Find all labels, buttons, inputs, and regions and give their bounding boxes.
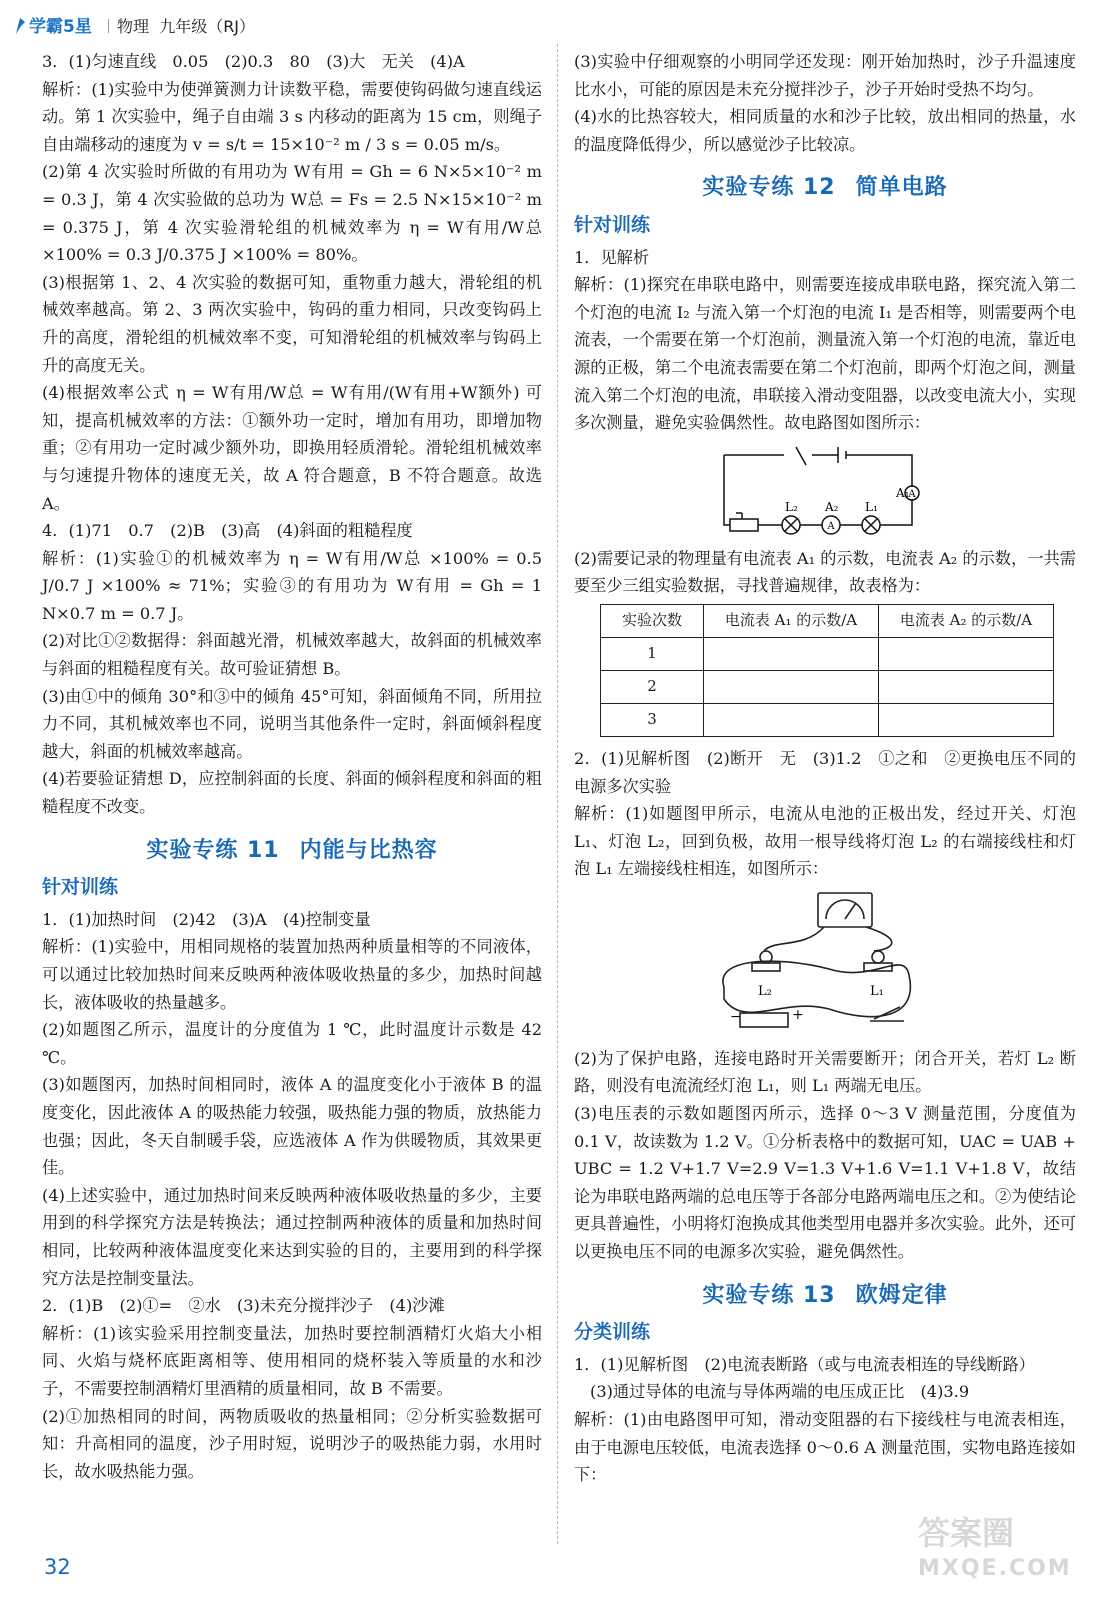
- table-cell: [704, 703, 879, 736]
- section-11-name: 内能与比热容: [299, 837, 438, 863]
- table-cell-trial: 1: [601, 637, 704, 670]
- table-cell: [704, 670, 879, 703]
- s12-q2-analysis-3: (3)电压表的示数如题图丙所示，选择 0～3 V 测量范围，分度值为 0.1 V，故读数为 1.2 V。①分析表格中的数据可知，UAC = UAB + UBC = 1.2 V+1.7 V=2.9 V=1.3 V+1.6 V=1.1 V+1.8 V，故结论为串联电路两端的总电压等于各部分电路两端电压之和。②为使结论更具普遍性，小明将灯泡换成其他类型用电器并多次实验。此外，还可以更换电压不同的电源多次实验，避免偶然性。: [574, 1104, 1076, 1262]
- section-12-subtitle: 针对训练: [574, 213, 651, 236]
- s12-q1-analysis-2: (2)需要记录的物理量有电流表 A₁ 的示数，电流表 A₂ 的示数，一共需要至少三组实验数据，寻找普遍规律，故表格为：: [574, 548, 1076, 596]
- s13-q1-answer-2: (3)通过导体的电流与导体两端的电压成正比 (4)3.9: [590, 1382, 970, 1402]
- s13-q1-answer-1: 1．(1)见解析图 (2)电流表断路（或与电流表相连的导线断路）: [574, 1354, 1035, 1374]
- brand-name: 学霸5星: [29, 17, 92, 37]
- right-column: [574, 48, 1076, 1489]
- circuit-photo: [574, 889, 1076, 1039]
- ammeter-a1-label: A₁: [896, 485, 910, 500]
- s11-q2-analysis-2: (2)①加热相同的时间，两物质吸收的热量相同；②分析实验数据可知：升高相同的温度，沙子用时短，说明沙子的吸热能力弱，水用时长，故水吸热能力强。: [42, 1406, 542, 1481]
- circuit-diagram-svg: [574, 443, 1076, 539]
- ammeter-main-symbol: A: [908, 488, 916, 500]
- record-table: [600, 604, 1054, 737]
- table-header-a1: 电流表 A₁ 的示数/A: [704, 604, 879, 637]
- column-divider: [557, 44, 558, 1544]
- s11-q2-analysis-4: (4)水的比热容较大，相同质量的水和沙子比较，放出相同的热量，水的温度降低得少，所以感觉沙子比较凉。: [574, 107, 1076, 154]
- s12-q1-analysis-1: 解析：(1)探究在串联电路中，则需要连接成串联电路，探究流入第二个灯泡的电流 I₂ 与流入第一个灯泡的电流 I₁ 是否相等，则需要两个电流表，一个需要在第一个灯泡前，测量流入第一个灯泡的电流，靠近电源的正极，第二个电流表需要在第二个灯泡前，即两个灯泡之间，测量流入第二个灯泡的电流，串联接入滑动变阻器，以改变电流大小，实现多次测量，避免实验偶然性。故电路图如图所示：: [574, 275, 1076, 433]
- table-cell: [879, 637, 1054, 670]
- brand-logo: [14, 12, 92, 37]
- table-cell-trial: 2: [601, 670, 704, 703]
- q4-analysis-3: (3)由①中的倾角 30°和③中的倾角 45°可知，斜面倾角不同，所用拉力不同，其机械效率也不同，说明当其他条件一定时，斜面倾斜程度越大，斜面的机械效率越高。: [42, 686, 542, 761]
- section-11-label: 实验专练 11: [146, 837, 280, 863]
- subject-label: 物理: [117, 17, 150, 36]
- q4-analysis-1: 解析：(1)实验①的机械效率为 η = W有用/W总 ×100% = 0.5 J/0.7 J ×100% ≈ 71%；实验③的有用功为 W有用 = Gh = 1 N×0.7 m = 0.7 J。: [42, 548, 542, 623]
- section-12-name: 简单电路: [855, 175, 948, 201]
- brand-flag-icon: [14, 17, 26, 35]
- section-12-label: 实验专练 12: [702, 175, 836, 201]
- s12-q2-analysis-1: 解析：(1)如题图甲所示，电流从电池的正极出发，经过开关、灯泡 L₁、灯泡 L₂，回到负极，故用一根导线将灯泡 L₂ 的右端接线柱和灯泡 L₁ 左端接线柱相连，如图所示：: [574, 804, 1076, 879]
- ammeter-a2-symbol: A: [827, 520, 835, 532]
- q4-answer: 4．(1)71 0.7 (2)B (3)高 (4)斜面的粗糙程度: [42, 521, 413, 541]
- s12-q2-answer: 2．(1)见解析图 (2)断开 无 (3)1.2 ①之和 ②更换电压不同的电源多次实验: [574, 748, 1076, 796]
- battery-icon: [740, 1013, 788, 1027]
- s11-q2-answer: 2．(1)B (2)①= ②水 (3)未充分搅拌沙子 (4)沙滩: [42, 1296, 445, 1316]
- photo-l2-label: L₂: [758, 983, 772, 999]
- table-row: [601, 670, 1054, 703]
- table-row: [601, 703, 1054, 736]
- photo-l1-label: L₁: [870, 983, 884, 999]
- q4-analysis-4: (4)若要验证猜想 D，应控制斜面的长度、斜面的倾斜程度和斜面的粗糙程度不改变。: [42, 769, 542, 817]
- section-12-title: [574, 174, 1076, 202]
- s11-q1-answer: 1．(1)加热时间 (2)42 (3)A (4)控制变量: [42, 909, 371, 929]
- q3-analysis-3: (3)根据第 1、2、4 次实验的数据可知，重物重力越大，滑轮组的机械效率越高。第 2、3 两次实验中，钩码的重力相同，只改变钩码上升的高度，滑轮组的机械效率不变，可知滑轮组的机械效率与钩码上升的高度无关。: [42, 272, 542, 375]
- bulb-l1-icon: [872, 951, 884, 963]
- left-column: [42, 48, 542, 1485]
- section-13-subtitle: 分类训练: [574, 1321, 651, 1344]
- record-table-header: [601, 604, 1054, 637]
- table-cell: [879, 670, 1054, 703]
- s11-q1-analysis-3: (3)如题图丙，加热时间相同时，液体 A 的温度变化小于液体 B 的温度变化，因此液体 A 的吸热能力较强，吸热能力强的物质，放热能力也强；因此，冬天自制暖手袋，应选液体 A 作为供暖物质，其效果更佳。: [42, 1075, 542, 1178]
- s11-q1-analysis-4: (4)上述实验中，通过加热时间来反映两种液体吸收热量的多少，主要用到的科学探究方法是转换法；通过控制两种液体的质量和加热时间相同，比较两种液体温度变化来达到实验的目的，主要用到的科学探究方法是控制变量法。: [42, 1185, 542, 1288]
- section-13-title: [574, 1282, 1076, 1310]
- header-breadcrumb: [108, 14, 255, 37]
- s12-q1-answer: 1．见解析: [574, 247, 650, 267]
- bulb-l2-label: L₂: [785, 499, 798, 514]
- page-header: [0, 0, 1109, 48]
- q4-analysis-2: (2)对比①②数据得：斜面越光滑，机械效率越大，故斜面的机械效率与斜面的粗糙程度有关。故可验证猜想 B。: [42, 631, 542, 679]
- photo-minus-label: −: [730, 1008, 742, 1025]
- page-number: 32: [44, 1555, 71, 1579]
- photo-plus-label: +: [792, 1006, 804, 1023]
- s11-q1-analysis-2: (2)如题图乙所示，温度计的分度值为 1 ℃，此时温度计示数是 42 ℃。: [42, 1020, 542, 1067]
- s11-q2-analysis-1: 解析：(1)该实验采用控制变量法，加热时要控制酒精灯火焰大小相同、火焰与烧杯底距离相等、使用相同的烧杯装入等质量的水和沙子，不需要控制酒精灯里酒精的质量相同，故 B 不需要。: [42, 1323, 542, 1398]
- grade-label: 九年级（RJ）: [159, 17, 256, 36]
- watermark: 答案圈: [918, 1514, 1015, 1552]
- circuit-diagram: [574, 443, 1076, 539]
- s11-q2-analysis-3: (3)实验中仔细观察的小明同学还发现：刚开始加热时，沙子升温速度比水小，可能的原因是未充分搅拌沙子，沙子开始时受热不均匀。: [574, 52, 1076, 99]
- table-header-a2: 电流表 A₂ 的示数/A: [879, 604, 1054, 637]
- table-cell-trial: 3: [601, 703, 704, 736]
- q3-answer: 3．(1)匀速直线 0.05 (2)0.3 80 (3)大 无关 (4)A: [42, 52, 465, 71]
- ammeter-a2-label: A₂: [825, 499, 839, 514]
- circuit-photo-svg: [574, 889, 1076, 1039]
- section-13-label: 实验专练 13: [702, 1282, 836, 1308]
- table-header-trial: 实验次数: [601, 604, 704, 637]
- q3-analysis-4: (4)根据效率公式 η = W有用/W总 = W有用/(W有用+W额外) 可知，提高机械效率的方法：①额外功一定时，增加有用功，即增加物重；②有用功一定时减少额外功，即换用轻质滑轮。滑轮组机械效率与匀速提升物体的速度无关，故 A 符合题意，B 不符合题意。故选 A。: [42, 383, 542, 513]
- s12-q2-analysis-2: (2)为了保护电路，连接电路时开关需要断开；闭合开关，若灯 L₂ 断路，则没有电流流经灯泡 L₁，则 L₁ 两端无电压。: [574, 1048, 1076, 1096]
- q3-analysis-1: 解析：(1)实验中为使弹簧测力计读数平稳，需要使钩码做匀速直线运动。第 1 次实验中，绳子自由端 3 s 内移动的距离为 15 cm，则绳子自由端移动的速度为 v = s/t = 15×10⁻² m / 3 s = 0.05 m/s。: [42, 79, 542, 154]
- table-cell: [879, 703, 1054, 736]
- section-11-title: [42, 837, 542, 865]
- section-13-name: 欧姆定律: [855, 1282, 948, 1308]
- watermark-url: MXQE.COM: [918, 1556, 1072, 1581]
- section-11-subtitle: 针对训练: [42, 876, 119, 899]
- table-cell: [704, 637, 879, 670]
- s13-q1-analysis-1: 解析：(1)由电路图甲可知，滑动变阻器的右下接线柱与电流表相连，由于电源电压较低，电流表选择 0～0.6 A 测量范围，实物电路连接如下：: [574, 1410, 1076, 1485]
- voltmeter-icon: [818, 893, 872, 927]
- bulb-l1-label: L₁: [865, 499, 878, 514]
- q3-analysis-2: (2)第 4 次实验时所做的有用功为 W有用 = Gh = 6 N×5×10⁻² m = 0.3 J，第 4 次实验做的总功为 W总 = Fs = 2.5 N×15×10⁻² m = 0.375 J，第 4 次实验滑轮组的机械效率为 η = W有用/W总 ×100% = 0.3 J/0.375 J ×100% = 80%。: [42, 162, 542, 265]
- table-row: [601, 637, 1054, 670]
- s11-q1-analysis-1: 解析：(1)实验中，用相同规格的装置加热两种质量相等的不同液体，可以通过比较加热时间来反映两种液体吸收热量的多少，加热时间越长，液体吸收的热量越多。: [42, 937, 542, 1012]
